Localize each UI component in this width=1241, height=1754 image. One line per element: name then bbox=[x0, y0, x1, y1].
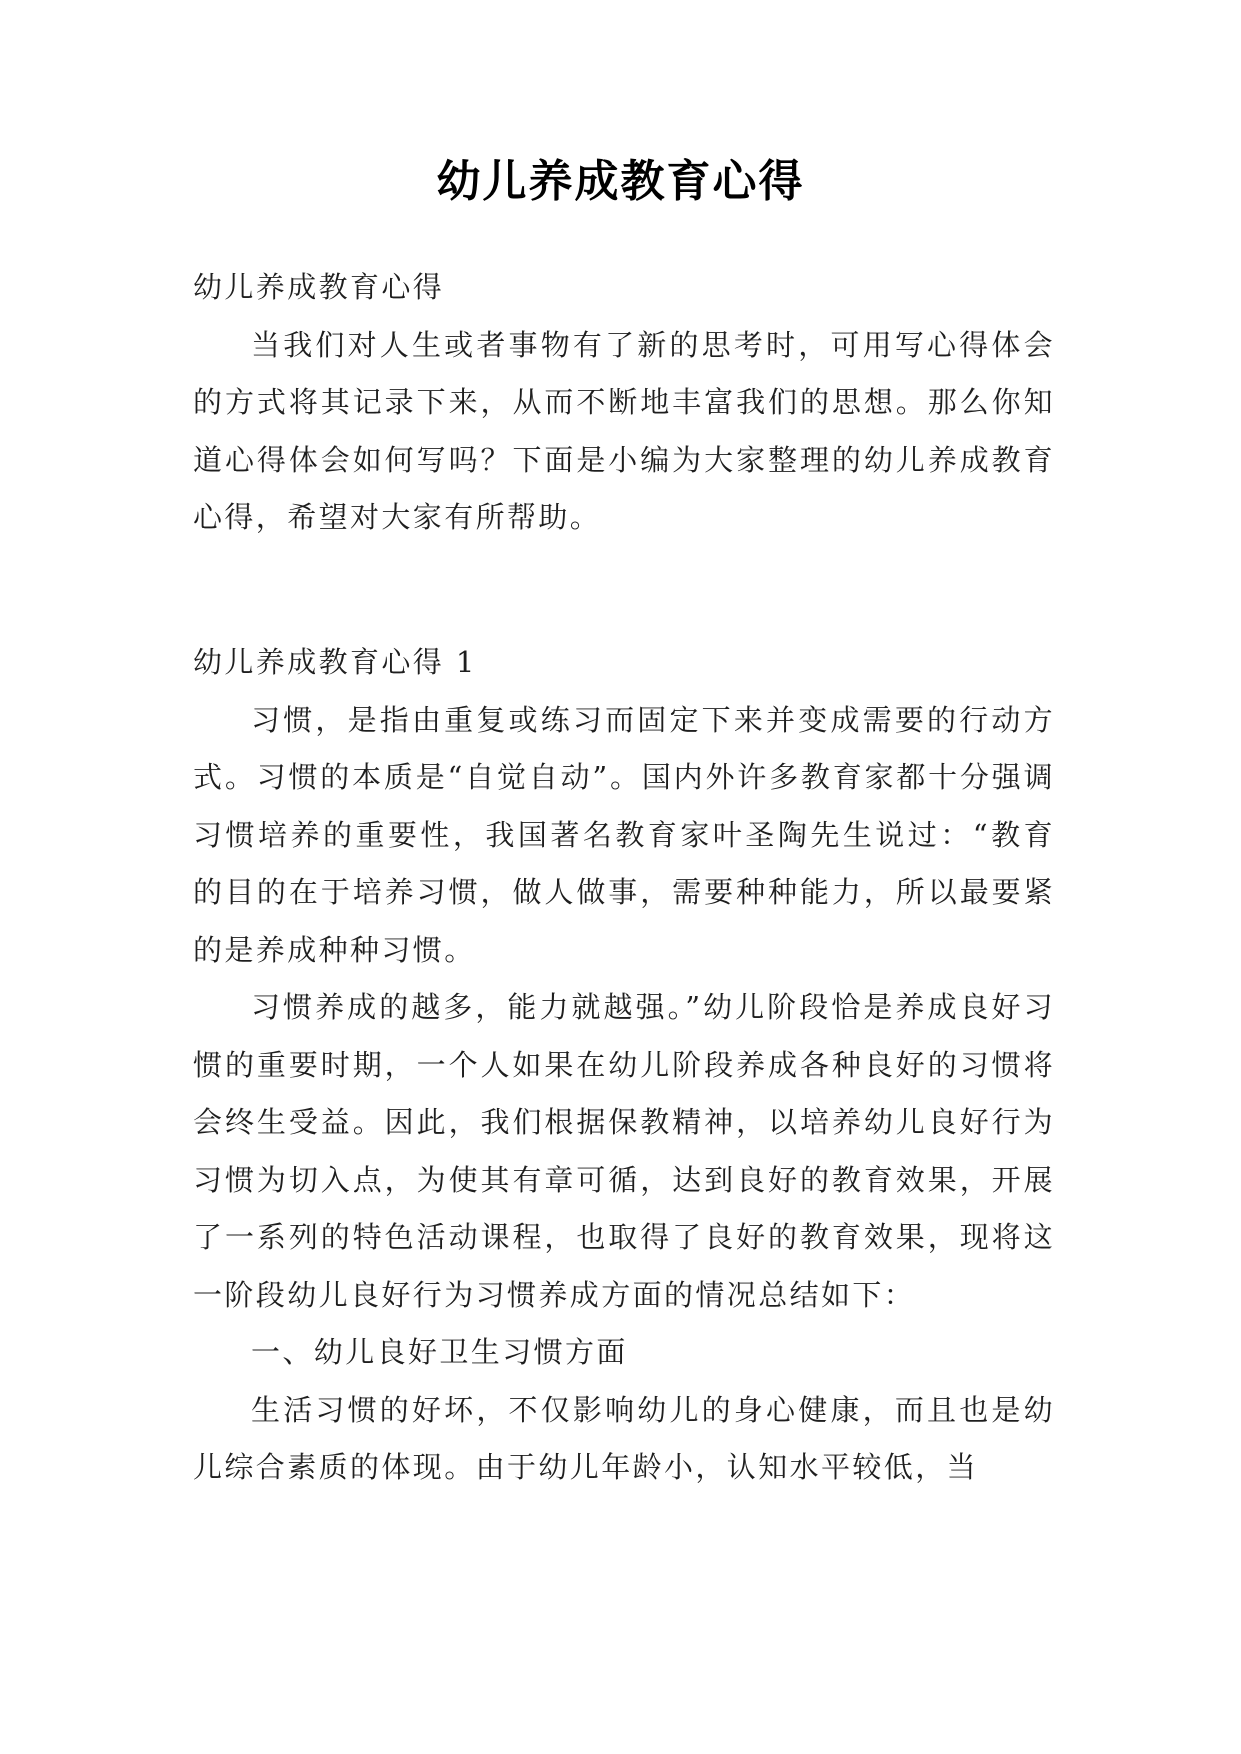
intro-paragraph: 当我们对人生或者事物有了新的思考时，可用写心得体会的方式将其记录下来，从而不断地丰富我们的思想。那么你知道心得体会如何写吗？下面是小编为大家整理的幼儿养成教育心得，希望对大家有所帮助。 bbox=[193, 327, 1055, 534]
intro-section bbox=[193, 259, 1055, 547]
section-1-subheading-hygiene: 一、幼儿良好卫生习惯方面 bbox=[251, 1335, 628, 1369]
section-1 bbox=[193, 634, 1055, 1497]
intro-heading: 幼儿养成教育心得 bbox=[193, 270, 445, 304]
section-1-heading: 幼儿养成教育心得 1 bbox=[193, 645, 477, 679]
page-title: 幼儿养成教育心得 bbox=[436, 156, 805, 207]
section-1-paragraph-2: 习惯养成的越多，能力就越强。”幼儿阶段恰是养成良好习惯的重要时期，一个人如果在幼儿阶段养成各种良好的习惯将会终生受益。因此，我们根据保教精神，以培养幼儿良好行为习惯为切入点，为使其有章可循，达到良好的教育效果，开展了一系列的特色活动课程，也取得了良好的教育效果，现将这一阶段幼儿良好行为习惯养成方面的情况总结如下： bbox=[193, 990, 1055, 1312]
section-1-paragraph-3: 生活习惯的好坏，不仅影响幼儿的身心健康，而且也是幼儿综合素质的体现。由于幼儿年龄小，认知水平较低，当 bbox=[193, 1392, 1055, 1484]
section-1-paragraph-1: 习惯，是指由重复或练习而固定下来并变成需要的行动方式。习惯的本质是“自觉自动”。国内外许多教育家都十分强调习惯培养的重要性，我国著名教育家叶圣陶先生说过：“教育的目的在于培养习惯，做人做事，需要种种能力，所以最要紧的是养成种种习惯。 bbox=[193, 702, 1055, 967]
